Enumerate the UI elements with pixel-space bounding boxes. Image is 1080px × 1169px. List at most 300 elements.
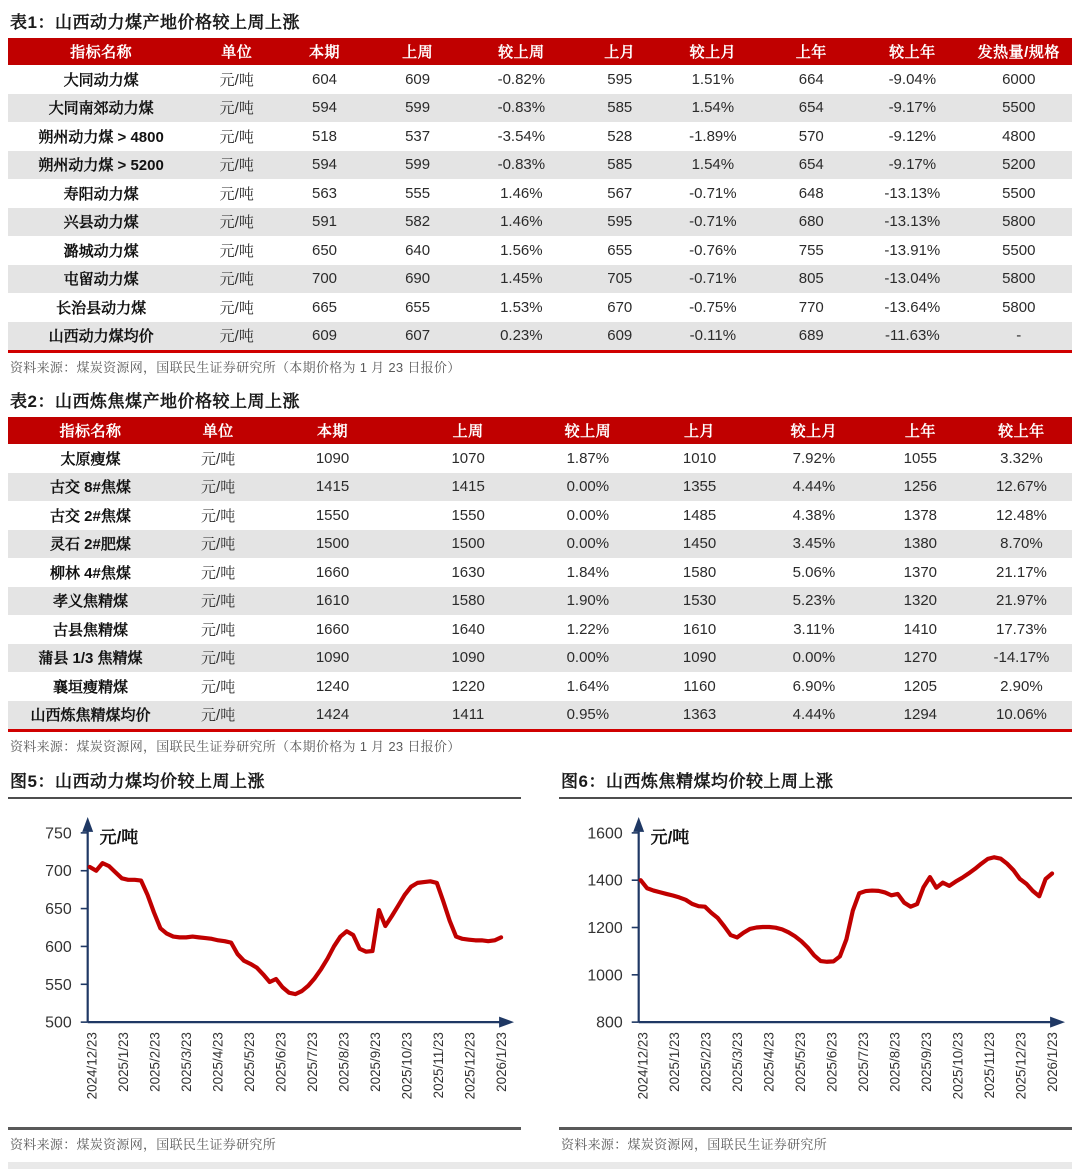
table-cell: 1270 <box>903 649 938 667</box>
table-row <box>8 530 1072 559</box>
table-cell: 1.46% <box>500 213 543 231</box>
table1-head <box>8 38 1072 65</box>
table-row <box>8 322 1072 351</box>
table-cell: 屯留动力煤 <box>63 271 139 289</box>
table-cell: 1424 <box>315 706 350 724</box>
table-row <box>8 94 1072 123</box>
chart5-source: 资料来源：煤炭资源网，国联民生证券研究所 <box>10 1136 277 1152</box>
table-cell: -9.17% <box>888 99 937 117</box>
table-cell: 705 <box>607 270 633 288</box>
table-cell: 5500 <box>1002 241 1036 259</box>
series-line <box>641 857 1052 961</box>
table-cell: 元/吨 <box>219 100 254 118</box>
table-cell: 古交 8#焦煤 <box>50 479 131 497</box>
table-cell: 1010 <box>682 449 717 467</box>
table-cell: 6000 <box>1002 70 1036 88</box>
table-cell: 1550 <box>451 506 485 524</box>
x-axis-arrow <box>499 1017 514 1028</box>
table-cell: 1485 <box>682 506 717 524</box>
table2-head <box>8 417 1072 444</box>
table-cell: -9.17% <box>888 156 937 174</box>
table-cell: -11.63% <box>884 327 940 345</box>
x-tick-label: 2024/12/23 <box>635 1032 651 1100</box>
y-tick-label: 1200 <box>587 919 623 937</box>
table-cell: -13.13% <box>884 213 941 231</box>
column-header: 本期 <box>263 417 401 444</box>
chart6-title: 图6：山西炼焦精煤均价较上周上涨 <box>559 766 1072 799</box>
table-cell: 长治县动力煤 <box>56 299 147 317</box>
column-header: 较上周 <box>535 417 641 444</box>
table-cell: 太原瘦煤 <box>60 450 121 468</box>
table-cell: 1415 <box>315 478 350 496</box>
x-tick-label: 2025/12/23 <box>462 1032 478 1100</box>
table-cell: 1.54% <box>691 156 735 174</box>
column-header: 本期 <box>279 38 369 65</box>
table-cell: 690 <box>405 270 431 288</box>
x-tick-label: 2025/6/23 <box>273 1032 289 1092</box>
x-tick-label: 2025/3/23 <box>179 1032 195 1092</box>
table-cell: 1500 <box>315 535 350 553</box>
x-tick-label: 2025/9/23 <box>919 1032 935 1092</box>
table-row <box>8 501 1072 530</box>
table-cell: 0.00% <box>792 649 836 667</box>
table-cell: 1378 <box>903 506 938 524</box>
x-tick-label: 2025/1/23 <box>667 1032 683 1092</box>
table-cell: 1355 <box>682 478 717 496</box>
table-cell: 6.90% <box>792 677 836 695</box>
y-tick-label: 1000 <box>587 967 623 985</box>
table-cell: -3.54% <box>497 127 546 145</box>
column-header: 较上月 <box>662 38 763 65</box>
table-cell: 654 <box>798 156 824 174</box>
table-cell: 1320 <box>903 592 938 610</box>
y-tick-label: 650 <box>45 901 72 919</box>
table-cell: 大同南郊动力煤 <box>48 100 154 118</box>
table-cell: - <box>1016 327 1022 345</box>
table-cell: 670 <box>607 298 633 316</box>
column-header: 上周 <box>402 417 535 444</box>
chart6-line-chart <box>559 801 1072 1125</box>
table-cell: -13.04% <box>884 270 941 288</box>
x-tick-label: 2025/6/23 <box>824 1032 840 1092</box>
table-cell: -0.83% <box>497 156 546 174</box>
table-cell: 3.32% <box>1000 449 1043 467</box>
table-cell: 1410 <box>903 620 938 638</box>
y-tick-label: 500 <box>45 1014 72 1032</box>
table-cell: 山西炼焦精煤均价 <box>30 707 151 725</box>
table-cell: 1370 <box>903 563 938 581</box>
table-cell: -0.76% <box>689 241 737 259</box>
table-cell: 1.53% <box>500 298 543 316</box>
table-cell: 古交 2#焦煤 <box>50 507 131 525</box>
column-header: 上年 <box>763 38 859 65</box>
table-cell: 604 <box>312 70 338 88</box>
table-cell: 648 <box>798 184 824 202</box>
table-row <box>8 236 1072 265</box>
table-cell: 654 <box>798 99 824 117</box>
table-cell: 1610 <box>682 620 717 638</box>
chart5-title: 图5：山西动力煤均价较上周上涨 <box>8 766 521 799</box>
table-row <box>8 179 1072 208</box>
table-cell: -9.12% <box>888 127 937 145</box>
table-cell: 1363 <box>682 706 717 724</box>
table-cell: 1.90% <box>566 592 610 610</box>
table1 <box>8 38 1072 350</box>
table-cell: 5800 <box>1002 298 1036 316</box>
table1-body <box>8 65 1072 350</box>
table-cell: 0.00% <box>566 535 610 553</box>
table-cell: -0.75% <box>689 298 737 316</box>
y-axis-arrow <box>82 817 93 832</box>
table-cell: 1.54% <box>691 99 735 117</box>
table-row <box>8 701 1072 730</box>
column-header: 上月 <box>641 417 758 444</box>
table-cell: 1380 <box>903 535 938 553</box>
x-tick-label: 2025/8/23 <box>887 1032 903 1092</box>
table-cell: 1090 <box>451 649 485 667</box>
table-cell: 元/吨 <box>219 128 254 146</box>
x-tick-label: 2024/12/23 <box>84 1032 100 1100</box>
table-cell: 4.44% <box>792 478 836 496</box>
x-tick-label: 2025/8/23 <box>336 1032 352 1092</box>
table-cell: 1500 <box>451 535 485 553</box>
x-tick-label: 2025/3/23 <box>730 1032 746 1092</box>
table-cell: 3.45% <box>792 535 836 553</box>
table-row <box>8 444 1072 473</box>
column-header: 较上年 <box>971 417 1072 444</box>
table-cell: 640 <box>405 241 431 259</box>
column-header: 较上周 <box>465 38 577 65</box>
table-cell: 元/吨 <box>201 479 236 497</box>
table-cell: -13.91% <box>884 241 941 259</box>
table-cell: 570 <box>798 127 824 145</box>
y-tick-label: 600 <box>45 938 72 956</box>
series-line <box>90 863 501 994</box>
table-cell: 595 <box>607 70 633 88</box>
y-tick-label: 800 <box>596 1014 623 1032</box>
table-cell: 609 <box>405 70 431 88</box>
table-cell: 1.51% <box>691 70 735 88</box>
table-cell: 12.67% <box>996 478 1047 496</box>
table-cell: 元/吨 <box>201 678 236 696</box>
table-cell: 1610 <box>315 592 350 610</box>
table-cell: -0.71% <box>689 213 737 231</box>
table2-source: 资料来源：煤炭资源网，国联民生证券研究所（本期价格为 1 月 23 日报价） <box>10 739 461 754</box>
table-cell: 8.70% <box>1000 535 1043 553</box>
page-bottom-bar <box>8 1162 1072 1169</box>
table-cell: 1.45% <box>500 270 543 288</box>
table-cell: -0.71% <box>689 184 737 202</box>
table2-section <box>8 385 1072 758</box>
table-cell: 0.00% <box>566 649 610 667</box>
table-cell: 1256 <box>903 478 938 496</box>
table-cell: 595 <box>607 213 633 231</box>
table-cell: 朔州动力煤 > 4800 <box>38 128 164 146</box>
table-cell: -0.71% <box>689 270 737 288</box>
table-cell: 元/吨 <box>201 593 236 611</box>
table-cell: 1415 <box>451 478 485 496</box>
table-cell: 元/吨 <box>219 214 254 232</box>
x-tick-label: 2025/10/23 <box>399 1032 415 1100</box>
table1-source: 资料来源：煤炭资源网，国联民生证券研究所（本期价格为 1 月 23 日报价） <box>10 360 461 375</box>
table-cell: 1450 <box>682 535 717 553</box>
x-tick-label: 2025/12/23 <box>1013 1032 1029 1100</box>
table-cell: 1090 <box>315 449 350 467</box>
x-tick-label: 2025/9/23 <box>368 1032 384 1092</box>
column-header: 较上年 <box>859 38 965 65</box>
column-header: 上周 <box>370 38 466 65</box>
table-cell: 3.11% <box>793 620 835 638</box>
table-row <box>8 293 1072 322</box>
table-cell: 1090 <box>315 649 350 667</box>
table-cell: 孝义焦精煤 <box>52 593 128 611</box>
y-axis-arrow <box>633 817 644 832</box>
table-cell: 1550 <box>315 506 350 524</box>
x-tick-label: 2025/11/23 <box>982 1032 998 1099</box>
column-header: 指标名称 <box>8 38 194 65</box>
table-cell: -0.11% <box>689 327 737 345</box>
chart6-figure <box>559 766 1072 1156</box>
table-row <box>8 65 1072 94</box>
y-tick-label: 550 <box>45 976 72 994</box>
table-cell: 567 <box>607 184 633 202</box>
table-cell: 21.17% <box>996 563 1047 581</box>
x-tick-label: 2026/1/23 <box>1045 1032 1061 1092</box>
table-row <box>8 151 1072 180</box>
header-row <box>8 417 1072 444</box>
table-cell: 0.00% <box>566 478 610 496</box>
table-cell: 1630 <box>451 563 485 581</box>
table-cell: 537 <box>405 127 431 145</box>
table-cell: 585 <box>607 156 633 174</box>
y-tick-label: 700 <box>45 863 72 881</box>
table-cell: 寿阳动力煤 <box>63 185 139 203</box>
table-cell: 元/吨 <box>201 650 236 668</box>
table-cell: 655 <box>405 298 431 316</box>
column-header: 单位 <box>194 38 279 65</box>
table-cell: 594 <box>312 156 338 174</box>
table-cell: 5500 <box>1002 184 1036 202</box>
table-row <box>8 473 1072 502</box>
table-cell: 1.22% <box>566 620 610 638</box>
table-cell: 599 <box>405 156 431 174</box>
table-cell: 700 <box>312 270 338 288</box>
table-cell: 兴县动力煤 <box>63 214 139 232</box>
table-cell: 5800 <box>1002 213 1036 231</box>
table2 <box>8 417 1072 729</box>
table1-section <box>8 6 1072 379</box>
y-unit-label: 元/吨 <box>650 827 690 847</box>
x-tick-label: 2025/2/23 <box>698 1032 714 1092</box>
table-cell: 770 <box>798 298 824 316</box>
x-tick-label: 2025/4/23 <box>761 1032 777 1092</box>
table-cell: 5200 <box>1002 156 1036 174</box>
header-row <box>8 38 1072 65</box>
table-cell: 0.95% <box>566 706 610 724</box>
table-cell: 元/吨 <box>219 271 254 289</box>
table-cell: 1294 <box>903 706 938 724</box>
table-cell: 12.48% <box>996 506 1047 524</box>
table-cell: -0.83% <box>497 99 546 117</box>
column-header: 发热量/规格 <box>966 38 1072 65</box>
table-cell: 1640 <box>451 620 485 638</box>
table-cell: 680 <box>798 213 824 231</box>
table1-title: 表1：山西动力煤产地价格较上周上涨 <box>10 13 300 32</box>
x-tick-label: 2025/7/23 <box>856 1032 872 1092</box>
column-header: 指标名称 <box>8 417 173 444</box>
table-cell: 元/吨 <box>201 507 236 525</box>
report-page <box>8 6 1072 1169</box>
table-cell: 1411 <box>452 706 485 724</box>
x-tick-label: 2025/7/23 <box>305 1032 321 1092</box>
x-tick-label: 2025/4/23 <box>210 1032 226 1092</box>
x-tick-label: 2025/10/23 <box>950 1032 966 1100</box>
y-unit-label: 元/吨 <box>99 827 139 847</box>
table-cell: 0.00% <box>566 506 610 524</box>
table-row <box>8 558 1072 587</box>
table-cell: 755 <box>798 241 824 259</box>
table-cell: 5.23% <box>792 592 836 610</box>
chart5-figure <box>8 766 521 1156</box>
table-cell: 元/吨 <box>201 707 236 725</box>
table-cell: 4.44% <box>792 706 836 724</box>
table-cell: 1660 <box>315 620 350 638</box>
table-cell: 元/吨 <box>219 242 254 260</box>
table-cell: 585 <box>607 99 633 117</box>
table-cell: 607 <box>405 327 431 345</box>
table-cell: 1.84% <box>566 563 610 581</box>
table-cell: 大同动力煤 <box>63 71 139 89</box>
table-row <box>8 672 1072 701</box>
table-cell: 609 <box>607 327 633 345</box>
x-tick-label: 2025/5/23 <box>242 1032 258 1092</box>
table-cell: 古县焦精煤 <box>52 621 128 639</box>
table2-body <box>8 444 1072 729</box>
table-cell: 1530 <box>682 592 717 610</box>
table-cell: -9.04% <box>888 70 937 88</box>
table-cell: 7.92% <box>792 449 836 467</box>
table-cell: 609 <box>312 327 338 345</box>
table-cell: 1090 <box>682 649 717 667</box>
table-cell: 1.46% <box>500 184 543 202</box>
chart5-line-chart <box>8 801 521 1125</box>
table-cell: 襄垣瘦精煤 <box>52 678 128 696</box>
table-cell: 元/吨 <box>219 328 254 346</box>
table2-title: 表2：山西炼焦煤产地价格较上周上涨 <box>10 392 300 411</box>
table-cell: 元/吨 <box>201 450 236 468</box>
table-cell: 朔州动力煤 > 5200 <box>38 157 164 175</box>
table-cell: 山西动力煤均价 <box>48 328 154 346</box>
x-tick-label: 2025/11/23 <box>431 1032 447 1099</box>
table-cell: 528 <box>607 127 633 145</box>
table-cell: 1205 <box>903 677 938 695</box>
table-cell: 1220 <box>451 677 485 695</box>
x-tick-label: 2026/1/23 <box>494 1032 510 1092</box>
table-cell: 805 <box>798 270 824 288</box>
table-cell: 689 <box>798 327 824 345</box>
table-cell: 17.73% <box>996 620 1047 638</box>
table-cell: 518 <box>312 127 338 145</box>
table-cell: 蒲县 1/3 焦精煤 <box>38 650 143 668</box>
table-cell: 1.64% <box>566 677 610 695</box>
table-cell: 2.90% <box>1000 677 1043 695</box>
table-row <box>8 265 1072 294</box>
table-cell: 元/吨 <box>219 299 254 317</box>
column-header: 单位 <box>173 417 263 444</box>
table-cell: 元/吨 <box>201 564 236 582</box>
table-cell: 元/吨 <box>201 621 236 639</box>
table-cell: 4800 <box>1002 127 1036 145</box>
table-cell: 594 <box>312 99 338 117</box>
table-cell: 10.06% <box>996 706 1047 724</box>
table-cell: -0.82% <box>497 70 546 88</box>
table-row <box>8 587 1072 616</box>
table-cell: 1240 <box>315 677 350 695</box>
chart6-source: 资料来源：煤炭资源网，国联民生证券研究所 <box>561 1136 828 1152</box>
table-cell: 潞城动力煤 <box>63 242 139 260</box>
table-cell: 1055 <box>903 449 938 467</box>
table-cell: 664 <box>798 70 824 88</box>
table-cell: 5.06% <box>792 563 836 581</box>
table-cell: 1660 <box>315 563 350 581</box>
table-cell: 582 <box>405 213 431 231</box>
x-axis-arrow <box>1050 1017 1065 1028</box>
table-cell: 元/吨 <box>219 71 254 89</box>
table-cell: 555 <box>405 184 431 202</box>
table-cell: 591 <box>312 213 338 231</box>
column-header: 上年 <box>870 417 971 444</box>
table-cell: -1.89% <box>689 127 737 145</box>
table-cell: 665 <box>312 298 338 316</box>
table-cell: 599 <box>405 99 431 117</box>
table-cell: -13.64% <box>884 298 941 316</box>
table-cell: 灵石 2#肥煤 <box>50 536 131 554</box>
table-cell: 5800 <box>1002 270 1036 288</box>
table-cell: 655 <box>607 241 633 259</box>
table-cell: -14.17% <box>993 649 1050 667</box>
table-cell: 1.87% <box>566 449 610 467</box>
table-cell: 563 <box>312 184 338 202</box>
table-cell: 元/吨 <box>219 185 254 203</box>
y-tick-label: 1400 <box>587 872 623 890</box>
table-cell: 5500 <box>1002 99 1036 117</box>
y-tick-label: 750 <box>45 825 72 843</box>
y-tick-label: 1600 <box>587 825 623 843</box>
column-header: 较上月 <box>758 417 870 444</box>
table-cell: 1.56% <box>500 241 543 259</box>
column-header: 上月 <box>577 38 662 65</box>
table-cell: 1580 <box>682 563 717 581</box>
table-cell: 1160 <box>683 677 716 695</box>
table-cell: 元/吨 <box>201 536 236 554</box>
table-row <box>8 122 1072 151</box>
table-row <box>8 615 1072 644</box>
table-cell: 4.38% <box>792 506 836 524</box>
charts-row <box>8 766 1072 1156</box>
table-row <box>8 644 1072 673</box>
table-cell: 元/吨 <box>219 157 254 175</box>
table-cell: 650 <box>312 241 338 259</box>
x-tick-label: 2025/2/23 <box>147 1032 163 1092</box>
table-row <box>8 208 1072 237</box>
x-tick-label: 2025/5/23 <box>793 1032 809 1092</box>
table-cell: 21.97% <box>996 592 1047 610</box>
table-cell: 1070 <box>451 449 485 467</box>
table-cell: 1580 <box>451 592 485 610</box>
table-cell: 0.23% <box>500 327 543 345</box>
table-cell: -13.13% <box>884 184 941 202</box>
x-tick-label: 2025/1/23 <box>116 1032 132 1092</box>
